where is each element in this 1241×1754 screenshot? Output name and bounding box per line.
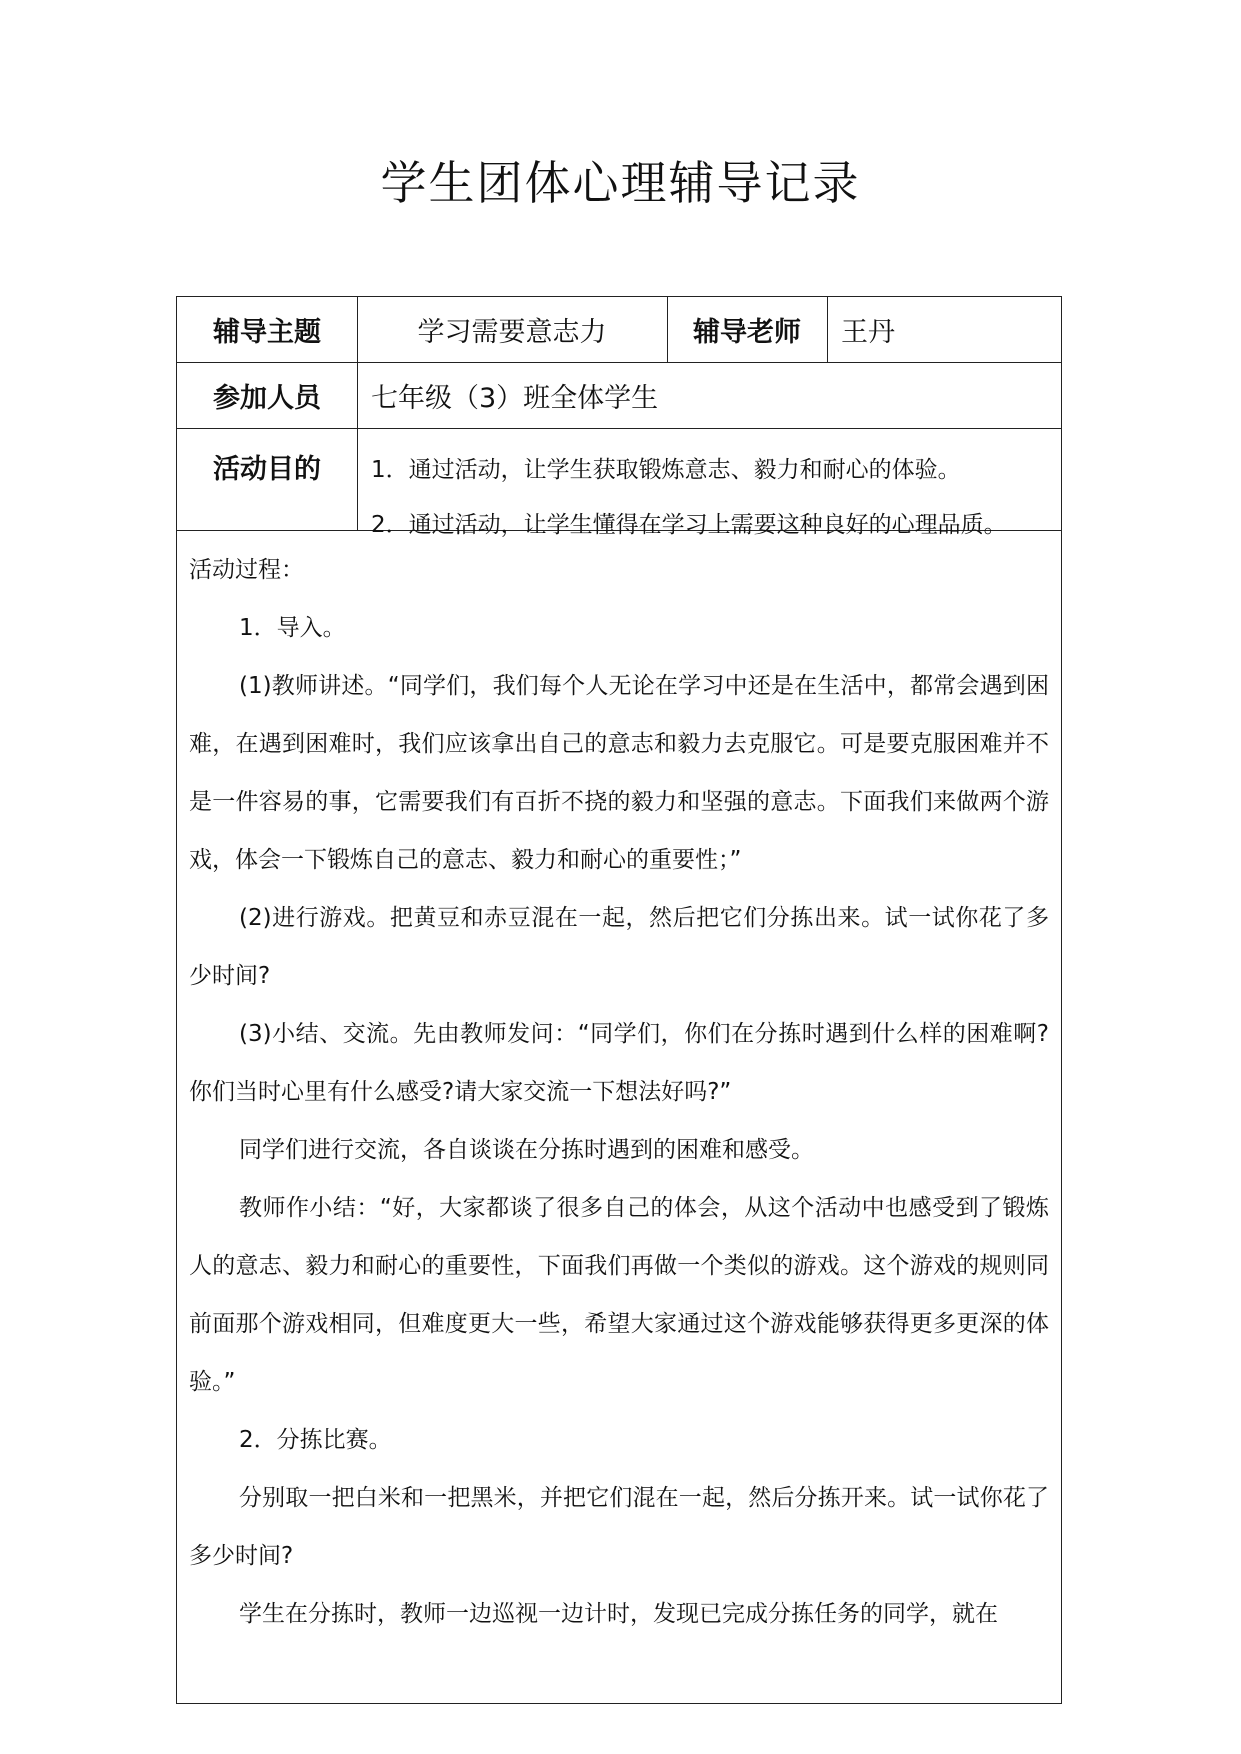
topic-value: 学习需要意志力 [417,317,607,348]
process-section [177,531,1061,1705]
process-paragraph: (1)教师讲述。“同学们，我们每个人无论在学习中还是在生活中，都常会遇到困难，在遇到困难时，我们应该拿出自己的意志和毅力去克服它。可是要克服困难并不是一件容易的事，它需要我们有百折不挠的毅力和坚强的意志。下面我们来做两个游戏，体会一下锻炼自己的意志、毅力和耐心的重要性；” [189,673,1049,873]
process-paragraph: 分别取一把白米和一把黑米，并把它们混在一起，然后分拣开来。试一试你花了多少时间? [189,1485,1049,1569]
process-paragraph: 1．导入。 [239,615,346,641]
process-paragraph: 同学们进行交流，各自谈谈在分拣时遇到的困难和感受。 [239,1137,814,1163]
purpose-item: 2．通过活动，让学生懂得在学习上需要这种良好的心理品质。 [371,512,1007,538]
teacher-value: 王丹 [841,317,895,348]
process-paragraph: 教师作小结：“好，大家都谈了很多自己的体会，从这个活动中也感受到了锻炼人的意志、毅力和耐心的重要性，下面我们再做一个类似的游戏。这个游戏的规则同前面那个游戏相同，但难度更大一些，希望大家通过这个游戏能够获得更多更深的体验。” [189,1195,1049,1395]
process-paragraph: 学生在分拣时，教师一边巡视一边计时，发现已完成分拣任务的同学，就在 [239,1601,998,1627]
purpose-row [177,429,1061,538]
topic-label: 辅导主题 [213,317,321,348]
process-paragraph: (2)进行游戏。把黄豆和赤豆混在一起，然后把它们分拣出来。试一试你花了多少时间? [189,905,1049,989]
page-title: 学生团体心理辅导记录 [380,156,861,210]
teacher-label: 辅导老师 [693,317,801,348]
topic-row [177,297,1061,363]
process-heading: 活动过程： [189,557,304,583]
participants-row [177,363,1061,429]
participants-label: 参加人员 [213,383,321,414]
purpose-label: 活动目的 [213,454,321,485]
purpose-item: 1．通过活动，让学生获取锻炼意志、毅力和耐心的体验。 [371,457,961,483]
record-form [176,296,1062,1704]
participants-value: 七年级（3）班全体学生 [371,383,659,414]
process-paragraph: 2．分拣比赛。 [239,1427,392,1453]
purpose-list [357,429,1051,538]
process-paragraph: (3)小结、交流。先由教师发问：“同学们，你们在分拣时遇到什么样的困难啊?你们当时心里有什么感受?请大家交流一下想法好吗?” [189,1021,1049,1105]
